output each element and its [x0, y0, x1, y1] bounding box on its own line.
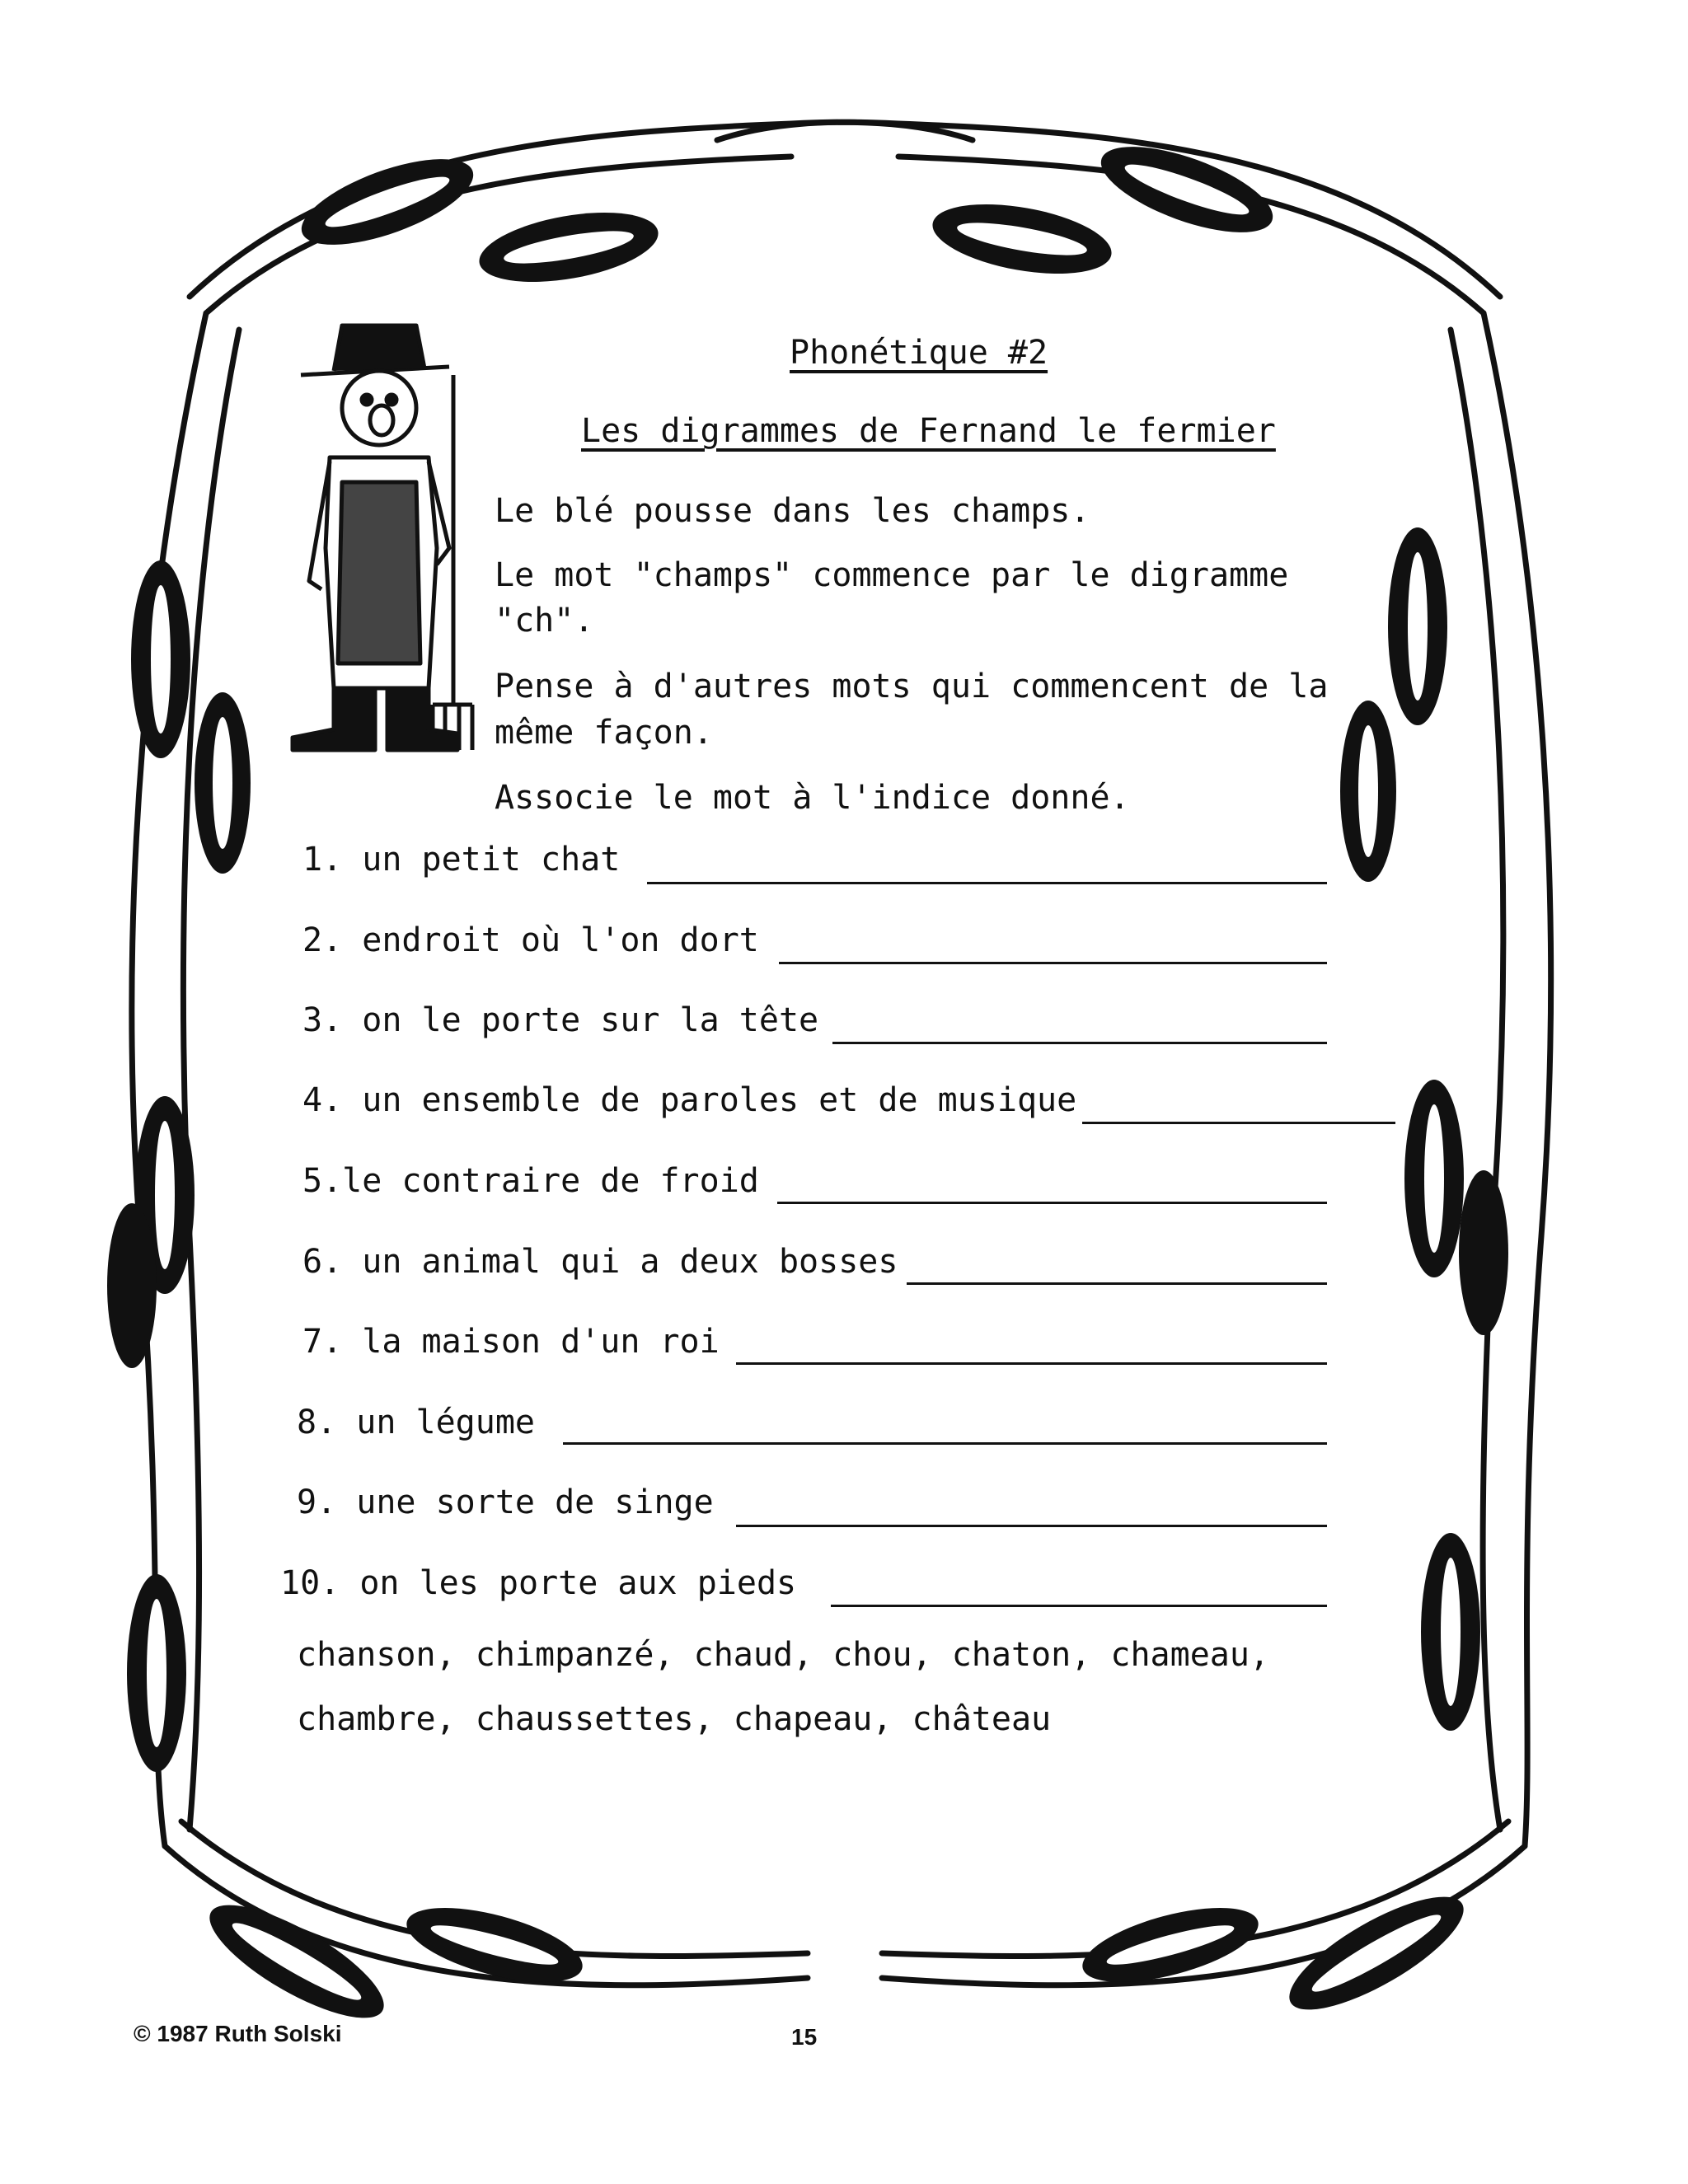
intro-line: Le blé pousse dans les champs. — [495, 492, 1090, 530]
answer-line[interactable] — [777, 1202, 1327, 1204]
clue-item: 6. un animal qui a deux bosses — [302, 1243, 898, 1281]
clue-item: 1. un petit chat — [302, 841, 621, 879]
clue-item: 3. on le porte sur la tête — [302, 1001, 819, 1039]
clue-item: 7. la maison d'un roi — [302, 1323, 720, 1361]
instruction: Associe le mot à l'indice donné. — [495, 779, 1130, 817]
intro-line: Le mot "champs" commence par le digramme — [495, 556, 1289, 594]
clue-item: 5.le contraire de froid — [302, 1162, 759, 1200]
clue-item: 8. un légume — [297, 1404, 535, 1441]
intro-line: "ch". — [495, 602, 594, 640]
clue-item: 10. on les porte aux pieds — [280, 1564, 797, 1602]
intro-line: Pense à d'autres mots qui commencent de la — [495, 668, 1329, 705]
answer-line[interactable] — [832, 1042, 1327, 1044]
answer-line[interactable] — [1082, 1122, 1395, 1124]
page-title: Phonétique #2 — [790, 334, 1048, 372]
copyright-notice: © 1987 Ruth Solski — [134, 2021, 342, 2046]
clue-item: 9. une sorte de singe — [297, 1483, 714, 1521]
page-subtitle: Les digrammes de Fernand le fermier — [581, 412, 1276, 450]
clue-item: 2. endroit où l'on dort — [302, 921, 759, 959]
word-bank-line: chambre, chaussettes, chapeau, château — [297, 1700, 1052, 1738]
answer-line[interactable] — [831, 1605, 1327, 1607]
answer-line[interactable] — [736, 1525, 1327, 1527]
answer-line[interactable] — [779, 962, 1327, 964]
answer-line[interactable] — [647, 882, 1327, 884]
word-bank-line: chanson, chimpanzé, chaud, chou, chaton, chameau, — [297, 1636, 1270, 1674]
clue-item: 4. un ensemble de paroles et de musique — [302, 1081, 1077, 1119]
page-number: 15 — [791, 2024, 818, 2050]
intro-line: même façon. — [495, 714, 713, 752]
answer-line[interactable] — [736, 1362, 1327, 1365]
answer-line[interactable] — [907, 1282, 1327, 1285]
answer-line[interactable] — [563, 1442, 1327, 1445]
farmer-illustration-icon — [284, 317, 482, 754]
